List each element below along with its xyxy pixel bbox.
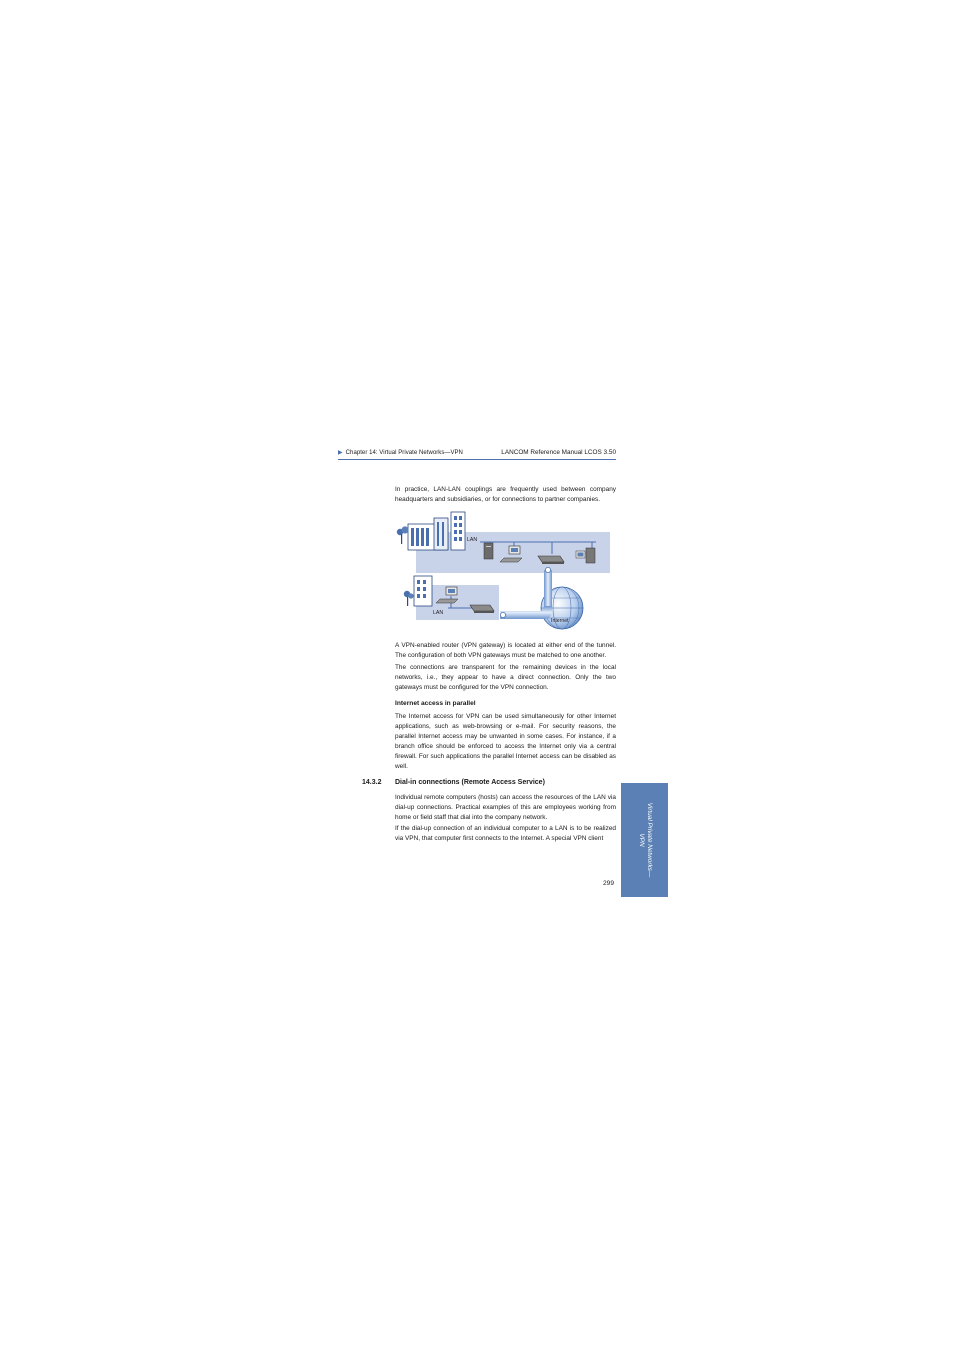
internet-label: Internet xyxy=(551,618,569,624)
running-header-manual: LANCOM Reference Manual LCOS 3.50 xyxy=(501,449,616,456)
paragraph-transparent: The connections are transparent for the remaining devices in the local networks, i.e., they appear to have a direct connection. Only the two gateways must be configured for the VPN connection. xyxy=(395,664,616,691)
subheading-internet-parallel: Internet access in parallel xyxy=(395,700,476,707)
intro-paragraph: In practice, LAN-LAN couplings are frequently used between company headquarters and subsidiaries, or for connections to partner companies. xyxy=(395,486,616,503)
paragraph-dialin-1: Individual remote computers (hosts) can access the resources of the LAN via dial-up connections. Practical examples of this are employees working from home or field staff that dial into the company network. xyxy=(395,794,616,821)
server-tower-icon xyxy=(484,543,493,559)
side-tab-line-2: VPN xyxy=(637,833,645,847)
arrow-right-icon: ▶ xyxy=(338,450,343,456)
header-divider xyxy=(338,459,616,460)
running-header-chapter xyxy=(338,449,463,456)
lan-label-bottom: LAN xyxy=(433,610,444,616)
branch-office-building-icon xyxy=(404,576,432,606)
paragraph-vpn-gateway: A VPN-enabled router (VPN gateway) is located at either end of the tunnel. The configuration of both VPN gateways must be matched to one another. xyxy=(395,642,616,659)
network-diagram xyxy=(396,508,616,638)
vpn-tunnel-vertical xyxy=(544,570,552,606)
lan-lan-vpn-figure xyxy=(396,508,616,638)
page-number: 299 xyxy=(603,880,615,887)
vpn-tunnel-horizontal xyxy=(500,606,552,619)
paragraph-dialin-2: If the dial-up connection of an individual computer to a LAN is to be realized via VPN, that computer first connects to the Internet. A special VPN client xyxy=(395,825,616,842)
section-number: 14.3.2 xyxy=(362,779,382,786)
headquarters-building-icon xyxy=(397,512,465,550)
chapter-title: Chapter 14: Virtual Private Networks—VPN xyxy=(345,450,463,456)
side-tab-label xyxy=(637,803,653,877)
lan-label-top: LAN xyxy=(467,537,478,543)
side-tab-line-1: Virtual Private Networks— xyxy=(645,802,653,878)
paragraph-internet-parallel: The Internet access for VPN can be used simultaneously for other Internet applications, such as web-browsing or e-mail. For security reasons, the parallel Internet access may be unwanted in some cases. For instance, if a branch office should be enforced to access the Internet only via a central firewall. For such applications the parallel Internet access can be disabled as well. xyxy=(395,713,616,770)
chapter-side-tab xyxy=(621,783,668,897)
section-title: Dial-in connections (Remote Access Service) xyxy=(395,779,545,786)
